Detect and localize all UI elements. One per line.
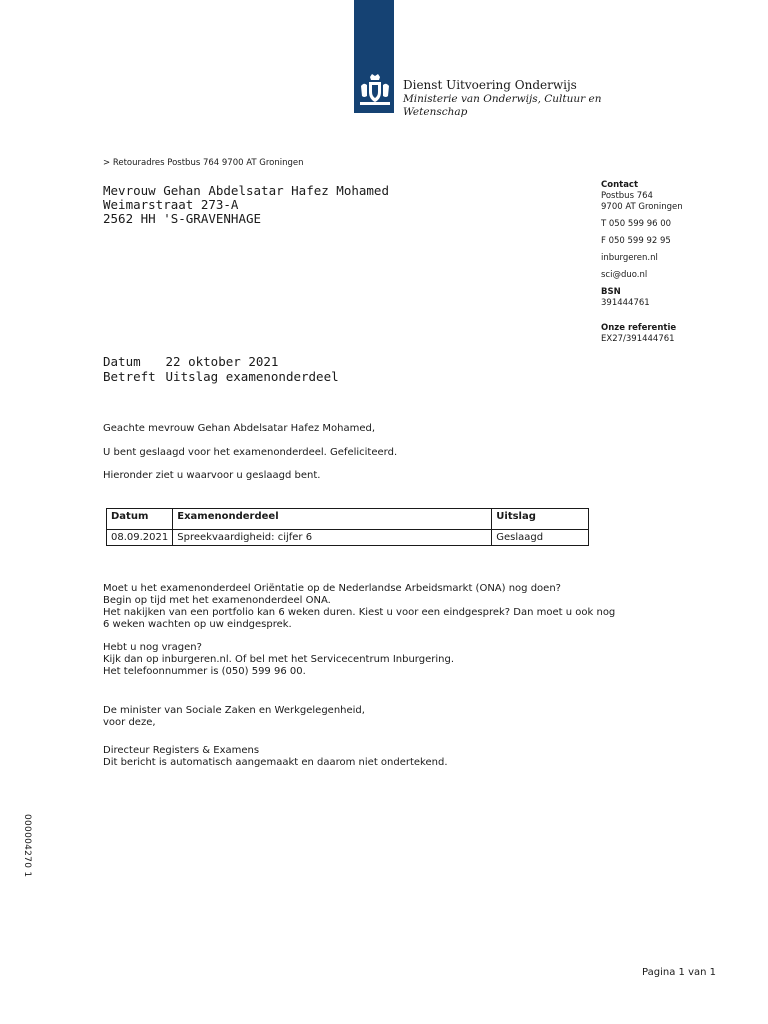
passed-message: U bent geslaagd voor het examenonderdeel. Gefeliciteerd.: [103, 447, 398, 458]
document-code: 000004270 1: [22, 814, 32, 878]
contact-fax: F 050 599 92 95: [601, 236, 671, 246]
closing-paragraph: [103, 705, 365, 729]
cell-result: Geslaagd: [492, 530, 589, 546]
closing-line-1: De minister van Sociale Zaken en Werkgelegenheid,: [103, 705, 365, 716]
closing-line-2: voor deze,: [103, 717, 156, 728]
recipient-postal-city: 2562 HH 'S-GRAVENHAGE: [103, 211, 262, 226]
signatory: Directeur Registers & Examens: [103, 745, 260, 756]
auto-generated-note: Dit bericht is automatisch aangemaakt en daarom niet ondertekend.: [103, 757, 448, 768]
contact-heading: Contact: [601, 180, 639, 190]
contact-postal-city: 9700 AT Groningen: [601, 202, 683, 212]
ona-question: Moet u het examenonderdeel Oriëntatie op de Nederlandse Arbeidsmarkt (ONA) nog doen?: [103, 583, 561, 594]
ministry-line-1: Ministerie van Onderwijs, Cultuur en: [403, 93, 602, 105]
date-label: Datum: [103, 354, 141, 369]
table-header-row: [107, 509, 589, 530]
phone-line: Het telefoonnummer is (050) 599 96 00.: [103, 666, 306, 677]
subject-value: Uitslag examenonderdeel: [165, 369, 339, 384]
contact-phone: T 050 599 96 00: [601, 219, 672, 229]
contact-email-link[interactable]: sci@duo.nl: [601, 270, 648, 280]
reference-value: EX27/391444761: [601, 334, 675, 344]
questions-line: Kijk dan op inburgeren.nl. Of bel met het Servicecentrum Inburgering.: [103, 654, 455, 665]
date-value: 22 oktober 2021: [165, 354, 279, 369]
results-table: [106, 508, 589, 546]
column-header-exam-part: Examenonderdeel: [173, 509, 492, 530]
page-number: Pagina 1 van 1: [642, 967, 716, 978]
ministry-line-2: Wetenschap: [403, 106, 468, 118]
contact-sidebar: [601, 180, 683, 345]
org-name: Dienst Uitvoering Onderwijs: [403, 78, 577, 92]
letter-meta: [103, 354, 339, 384]
coat-of-arms-icon: [357, 72, 393, 108]
cell-exam-part: Spreekvaardigheid: cijfer 6: [173, 530, 492, 546]
ona-begin: Begin op tijd met het examenonderdeel ONA.: [103, 595, 331, 606]
recipient-name: Mevrouw Gehan Abdelsatar Hafez Mohamed: [103, 183, 389, 198]
signature-block: [103, 745, 448, 769]
subject-row: [103, 369, 339, 384]
logo-text: [403, 78, 602, 119]
questions-paragraph: [103, 642, 454, 678]
results-intro: Hieronder ziet u waarvoor u geslaagd bent.: [103, 470, 321, 481]
table-row: [107, 530, 589, 546]
recipient-address: [103, 184, 389, 226]
bsn-label: BSN: [601, 287, 621, 297]
subject-label: Betreft: [103, 369, 156, 384]
column-header-date: Datum: [107, 509, 173, 530]
ona-portfolio-line-2: 6 weken wachten op uw eindgesprek.: [103, 619, 292, 630]
cell-date: 08.09.2021: [107, 530, 173, 546]
ona-portfolio-line-1: Het nakijken van een portfolio kan 6 weken duren. Kiest u voor een eindgesprek? Dan moet u ook nog: [103, 607, 616, 618]
date-row: [103, 354, 339, 369]
recipient-street: Weimarstraat 273-A: [103, 197, 239, 212]
contact-postbus: Postbus 764: [601, 191, 653, 201]
bsn-value: 391444761: [601, 298, 650, 308]
ona-paragraph: [103, 583, 615, 631]
salutation: Geachte mevrouw Gehan Abdelsatar Hafez Mohamed,: [103, 423, 376, 434]
contact-website-link[interactable]: inburgeren.nl: [601, 253, 658, 263]
reference-label: Onze referentie: [601, 323, 677, 333]
return-address: > Retouradres Postbus 764 9700 AT Groningen: [103, 158, 304, 168]
column-header-result: Uitslag: [492, 509, 589, 530]
questions-heading: Hebt u nog vragen?: [103, 642, 202, 653]
